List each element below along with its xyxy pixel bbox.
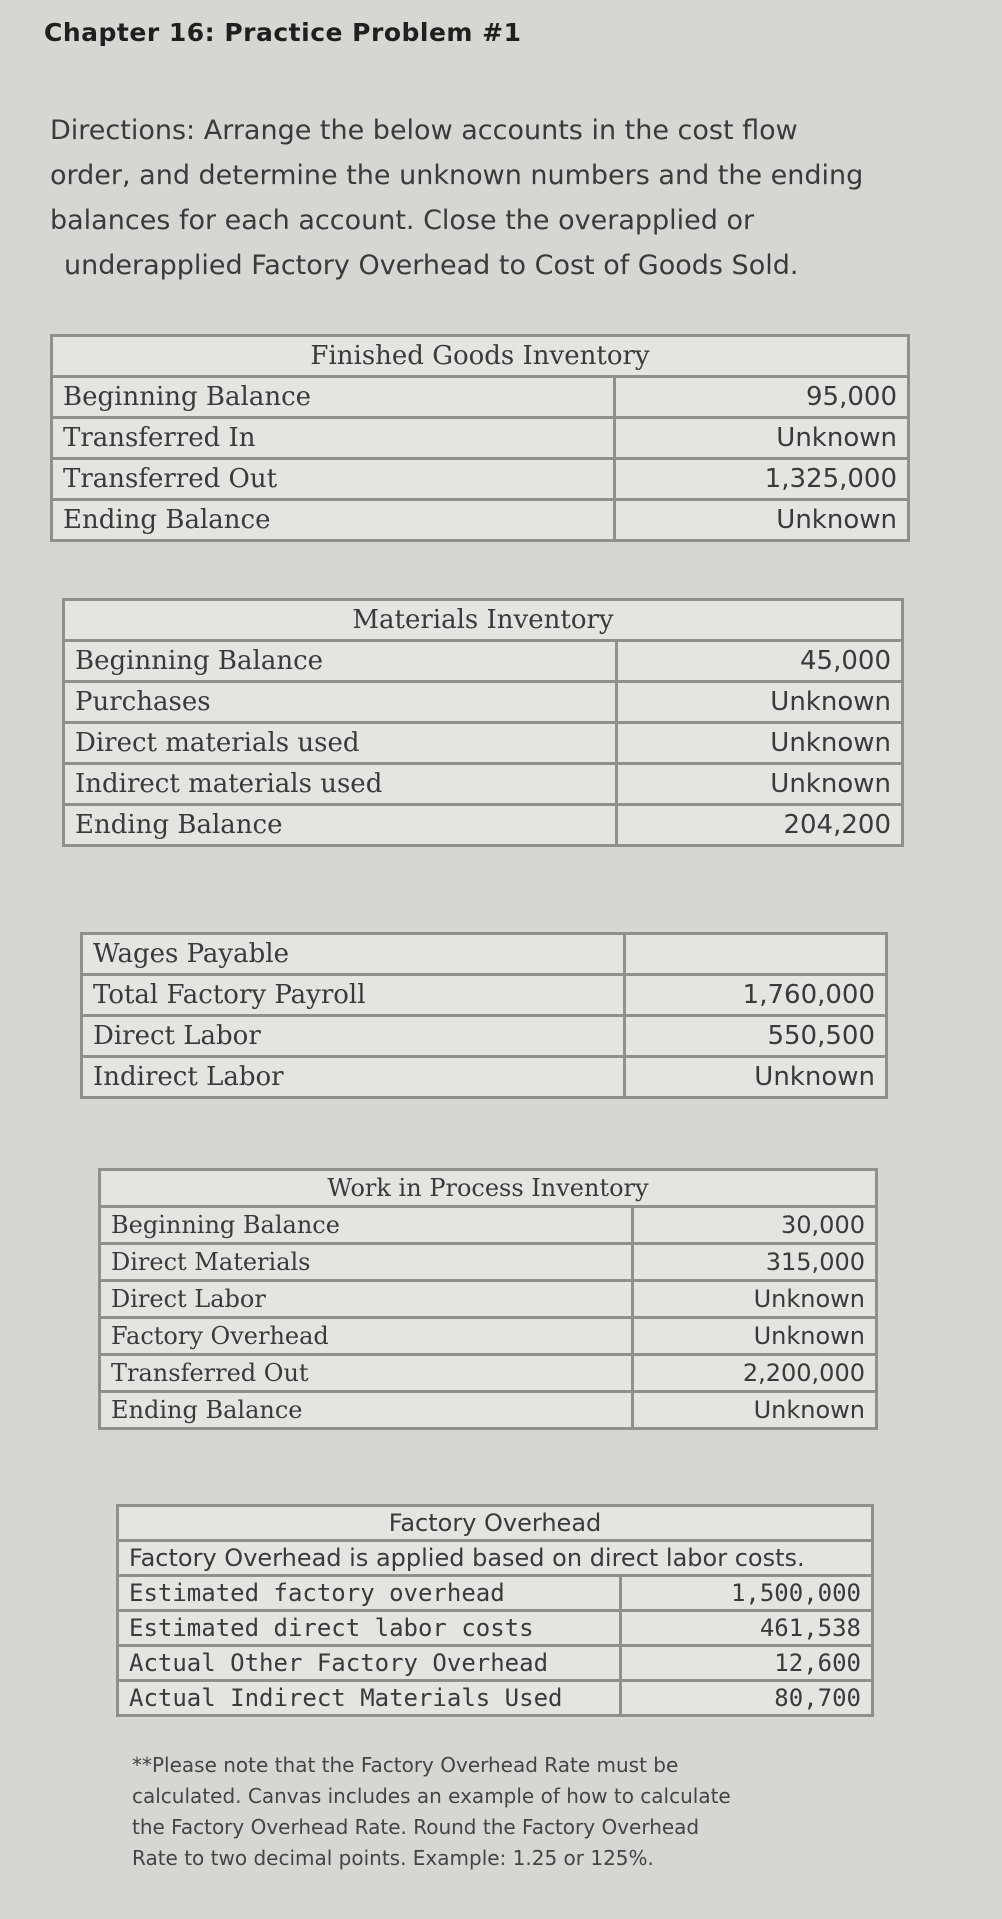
footnote-line: calculated. Canvas includes an example of how to calculate [132, 1784, 731, 1808]
wages-payable-table [80, 932, 888, 1099]
directions-text [50, 108, 930, 288]
row-label: Indirect materials used [64, 764, 617, 805]
table-row [52, 418, 909, 459]
row-label: Total Factory Payroll [82, 975, 625, 1016]
table-row [64, 764, 903, 805]
overhead-note: Factory Overhead is applied based on direct labor costs. [118, 1541, 873, 1576]
footnote-line: **Please note that the Factory Overhead Rate must be [132, 1753, 679, 1777]
table-header: Factory Overhead [118, 1506, 873, 1541]
row-value: 550,500 [625, 1016, 887, 1057]
directions-line: order, and determine the unknown numbers and the ending [50, 160, 864, 191]
row-value: 1,325,000 [615, 459, 909, 500]
row-value: 1,500,000 [621, 1576, 873, 1611]
directions-line: underapplied Factory Overhead to Cost of Goods Sold. [64, 250, 799, 281]
row-label: Direct Labor [100, 1281, 633, 1318]
row-value: Unknown [633, 1318, 877, 1355]
table-row [100, 1392, 877, 1429]
table-row [82, 1016, 887, 1057]
table-header: Materials Inventory [64, 600, 903, 641]
table-header: Work in Process Inventory [100, 1170, 877, 1207]
row-label: Beginning Balance [100, 1207, 633, 1244]
row-label: Estimated direct labor costs [118, 1611, 621, 1646]
directions-line: balances for each account. Close the overapplied or [50, 205, 755, 236]
row-label: Factory Overhead [100, 1318, 633, 1355]
row-value: 2,200,000 [633, 1355, 877, 1392]
table-row [118, 1681, 873, 1716]
row-value: Unknown [617, 764, 903, 805]
table-row [82, 975, 887, 1016]
row-label: Transferred Out [100, 1355, 633, 1392]
row-label: Direct Materials [100, 1244, 633, 1281]
row-label: Actual Other Factory Overhead [118, 1646, 621, 1681]
row-value [625, 934, 887, 975]
row-value: 95,000 [615, 377, 909, 418]
table-row [118, 1576, 873, 1611]
row-label: Actual Indirect Materials Used [118, 1681, 621, 1716]
row-value: 80,700 [621, 1681, 873, 1716]
table-row [100, 1318, 877, 1355]
table-row [64, 723, 903, 764]
row-value: 315,000 [633, 1244, 877, 1281]
row-value: 30,000 [633, 1207, 877, 1244]
row-value: Unknown [617, 723, 903, 764]
row-label: Direct Labor [82, 1016, 625, 1057]
footnote-line: Rate to two decimal points. Example: 1.25 or 125%. [132, 1846, 654, 1870]
row-value: Unknown [617, 682, 903, 723]
row-label: Purchases [64, 682, 617, 723]
table-row [100, 1207, 877, 1244]
row-label: Transferred In [52, 418, 615, 459]
row-label: Ending Balance [64, 805, 617, 846]
page-title: Chapter 16: Practice Problem #1 [44, 18, 522, 47]
row-value: Unknown [615, 500, 909, 541]
row-label: Beginning Balance [64, 641, 617, 682]
row-value: Unknown [625, 1057, 887, 1098]
factory-overhead-table [116, 1504, 874, 1717]
materials-inventory-table [62, 598, 904, 847]
table-row [52, 459, 909, 500]
table-row [64, 805, 903, 846]
row-value: Unknown [633, 1281, 877, 1318]
table-row [64, 682, 903, 723]
row-value: 1,760,000 [625, 975, 887, 1016]
table-row [100, 1281, 877, 1318]
row-value: 461,538 [621, 1611, 873, 1646]
footnote-line: the Factory Overhead Rate. Round the Factory Overhead [132, 1815, 700, 1839]
table-header: Finished Goods Inventory [52, 336, 909, 377]
table-row [52, 500, 909, 541]
directions-line: Directions: Arrange the below accounts in the cost flow [50, 115, 798, 146]
table-header: Wages Payable [82, 934, 625, 975]
row-label: Beginning Balance [52, 377, 615, 418]
work-in-process-table [98, 1168, 878, 1430]
row-label: Direct materials used [64, 723, 617, 764]
row-label: Ending Balance [100, 1392, 633, 1429]
row-value: 204,200 [617, 805, 903, 846]
row-label: Indirect Labor [82, 1057, 625, 1098]
row-value: Unknown [615, 418, 909, 459]
finished-goods-table [50, 334, 910, 542]
table-row [64, 641, 903, 682]
row-label: Transferred Out [52, 459, 615, 500]
table-row [100, 1355, 877, 1392]
table-row [118, 1646, 873, 1681]
table-row [52, 377, 909, 418]
table-row [100, 1244, 877, 1281]
row-label: Estimated factory overhead [118, 1576, 621, 1611]
row-value: Unknown [633, 1392, 877, 1429]
row-value: 45,000 [617, 641, 903, 682]
table-row [82, 1057, 887, 1098]
row-label: Ending Balance [52, 500, 615, 541]
table-row [118, 1611, 873, 1646]
footnote [132, 1750, 872, 1874]
table-row [82, 934, 887, 975]
row-value: 12,600 [621, 1646, 873, 1681]
